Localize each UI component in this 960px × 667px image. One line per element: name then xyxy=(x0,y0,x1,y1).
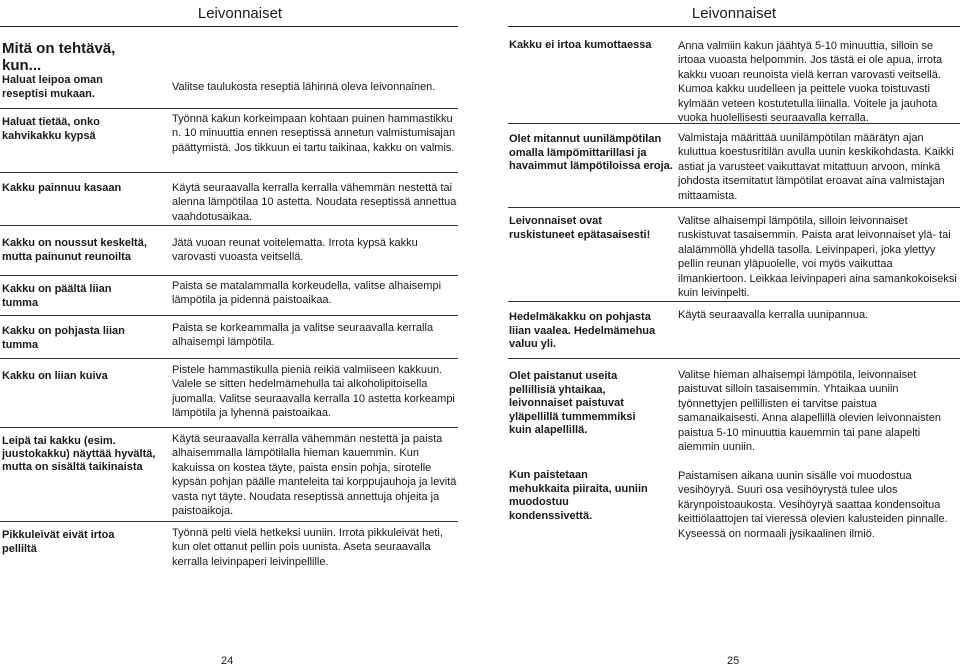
right-q-5: Olet paistanut useita pellillisiä yhtaikaa, leivonnaiset paistuvat yläpellillä tummemmiksi kuin alapellillä. xyxy=(509,370,636,437)
left-q-8: Pikkuleivät eivät irtoa pelliltä xyxy=(2,529,115,555)
right-divider xyxy=(508,301,960,302)
left-divider xyxy=(0,172,458,173)
left-q-1: Haluat tietää, onko kahvikakku kypsä xyxy=(2,116,100,142)
right-divider xyxy=(508,358,960,359)
left-a-5: Paista se korkeammalla ja valitse seuraavalla kerralla alhaisempi lämpötila. xyxy=(172,322,434,349)
intro-subtitle: Haluat leipoa oman reseptisi mukaan. xyxy=(2,74,103,100)
left-divider xyxy=(0,427,458,428)
left-page-header: Leivonnaiset xyxy=(197,5,283,22)
left-page-number: 24 xyxy=(221,655,234,667)
left-a-6: Pistele hammastikulla pieniä reikiä valmiiseen kakkuun. Valele se sitten hedelmämehulla tai alkoholipitoisella juomalla. Valitse seuraavalla kerralla 10 astetta korkeampi lämpötila ja lyhennä paistoaikaa. xyxy=(172,364,455,420)
left-divider xyxy=(0,275,458,276)
right-q-6: Kun paistetaan mehukkaita piiraita, uuniin muodostuu kondenssivettä. xyxy=(509,469,648,522)
right-divider xyxy=(508,207,960,208)
right-q-4: Hedelmäkakku on pohjasta liian vaalea. Hedelmämehua valuu yli. xyxy=(509,311,656,351)
intro-answer: Valitse taulukosta reseptiä lähinnä oleva leivonnainen. xyxy=(172,81,436,93)
left-q-2: Kakku painnuu kasaan xyxy=(2,182,122,194)
right-page-header: Leivonnaiset xyxy=(691,5,777,22)
left-q-5: Kakku on pohjasta liian tumma xyxy=(2,325,125,351)
left-divider xyxy=(0,225,458,226)
left-q-3: Kakku on noussut keskeltä, mutta painunut reunoilta xyxy=(2,237,147,263)
right-a-6: Paistamisen aikana uunin sisälle voi muodostua vesihöyryä. Suuri osa vesihöyrystä tulee ulos kärynpoistoaukosta. Vesihöyryä saattaa kondensoitua keittiölaattojen tai vieressä olevien kalusteiden pinnalle. Kyseessä on normaali jysikaalinen ilmiö. xyxy=(678,470,948,540)
right-q-3: Leivonnaiset ovat ruskistuneet epätasaisesti! xyxy=(509,215,651,241)
left-q-6: Kakku on liian kuiva xyxy=(2,370,108,382)
left-a-1: Työnnä kakun korkeimpaan kohtaan puinen hammastikku n. 10 minuuttia ennen reseptissä annetun valmistumisajan päättymistä. Jos tikkuun ei tartu taikinaa, kakku on valmis. xyxy=(172,113,456,154)
left-a-7: Käytä seuraavalla kerralla vähemmän nestettä ja paista alhaisemmalla lämpötilalla hieman kauemmin. Kun kakuissa on kostea täyte, paista ensin pohja, sirotelle kypsän pohjan päälle manteleita tai korppujauhoja ja levitä vasta nyt täyte. Noudata reseptissä annettuja ohjeita ja paistoaikoja. xyxy=(172,433,457,518)
right-q-1: Kakku ei irtoa kumottaessa xyxy=(509,39,652,51)
right-a-4: Käytä seuraavalla kerralla uunipannua. xyxy=(678,309,869,321)
right-header-rule xyxy=(508,26,960,27)
left-divider xyxy=(0,358,458,359)
left-a-8: Työnnä pelti vielä hetkeksi uuniin. Irrota pikkuleivät heti, kun olet ottanut pellin pois uunista. Aseta seuraavalla kerralla leivinpaperi leivinpellille. xyxy=(172,527,443,568)
right-a-5: Valitse hieman alhaisempi lämpötila, leivonnaiset paistuvat silloin tasaisemmin. Yhtaikaa uuniin työnnettyjen pellillisten ei tarvitse paistua samanaikaisesti. Anna alapellillä olevien leivonnaisten paistua 5-10 minuuttia kauemmin tai pane alapelti aiemmin uuniin. xyxy=(678,369,941,454)
right-a-2: Valmistaja määrittää uunilämpötilan määrätyn ajan kuluttua koestusritilän avulla uunin keskikohdasta. Kaikki astiat ja varusteet vaikuttavat mitattuun arvoon, minkä johdosta itsemitatut lämpötilat eroavat aina valmistajan mittaamista. xyxy=(678,132,954,202)
left-divider xyxy=(0,521,458,522)
left-q-4: Kakku on päältä liian tumma xyxy=(2,283,112,309)
right-a-3: Valitse alhaisempi lämpötila, silloin leivonnaiset ruskistuvat tasaisemmin. Paista arat leivonnaiset ylä- tai alalämmöllä yhdellä tasolla. Leivinpaperi, joka ylettyy pellin reunan yläpuolelle, voi myös vaikuttaa ilmankiertoon. Leikkaa leivinpaperi aina samankokoiseksi kuin leivinpelti. xyxy=(678,215,957,300)
right-divider xyxy=(508,123,960,124)
left-q-7: Leipä tai kakku (esim. juustokakku) näyttää hyvältä, mutta on sisältä taikinaista xyxy=(2,435,156,473)
left-a-3: Jätä vuoan reunat voitelematta. Irrota kypsä kakku varovasti vuoasta veitsellä. xyxy=(172,237,418,264)
left-divider xyxy=(0,315,458,316)
intro-title: Mitä on tehtävä, kun... xyxy=(2,40,116,74)
left-header-rule xyxy=(0,26,458,27)
left-a-4: Paista se matalammalla korkeudella, valitse alhaisempi lämpötila ja pidennä paistoaikaa. xyxy=(172,280,442,307)
right-q-2: Olet mitannut uunilämpötilan omalla lämpömittarillasi ja havaimmut lämpötiloissa eroja. xyxy=(509,133,673,173)
right-page-number: 25 xyxy=(727,655,740,667)
left-a-2: Käytä seuraavalla kerralla kerralla vähemmän nestettä tai alenna lämpötilaa 10 astetta. Noudata reseptissä annettua vaahdotusaikaa. xyxy=(172,182,457,223)
right-a-1: Anna valmiin kakun jäähtyä 5-10 minuuttia, silloin se irtoaa vuoasta helpommin. Jos tästä ei ole apua, irrota kakku vuoan reunoista vielä kerran varovasti veitsellä. Kumoa kakku uudelleen ja peittele vuoka toistuvasti kylmään veteen kostutetulla liinalla. Voitele ja jauhota vuoka huolellisesti seuraavalla kerralla. xyxy=(678,40,943,125)
left-divider xyxy=(0,108,458,109)
